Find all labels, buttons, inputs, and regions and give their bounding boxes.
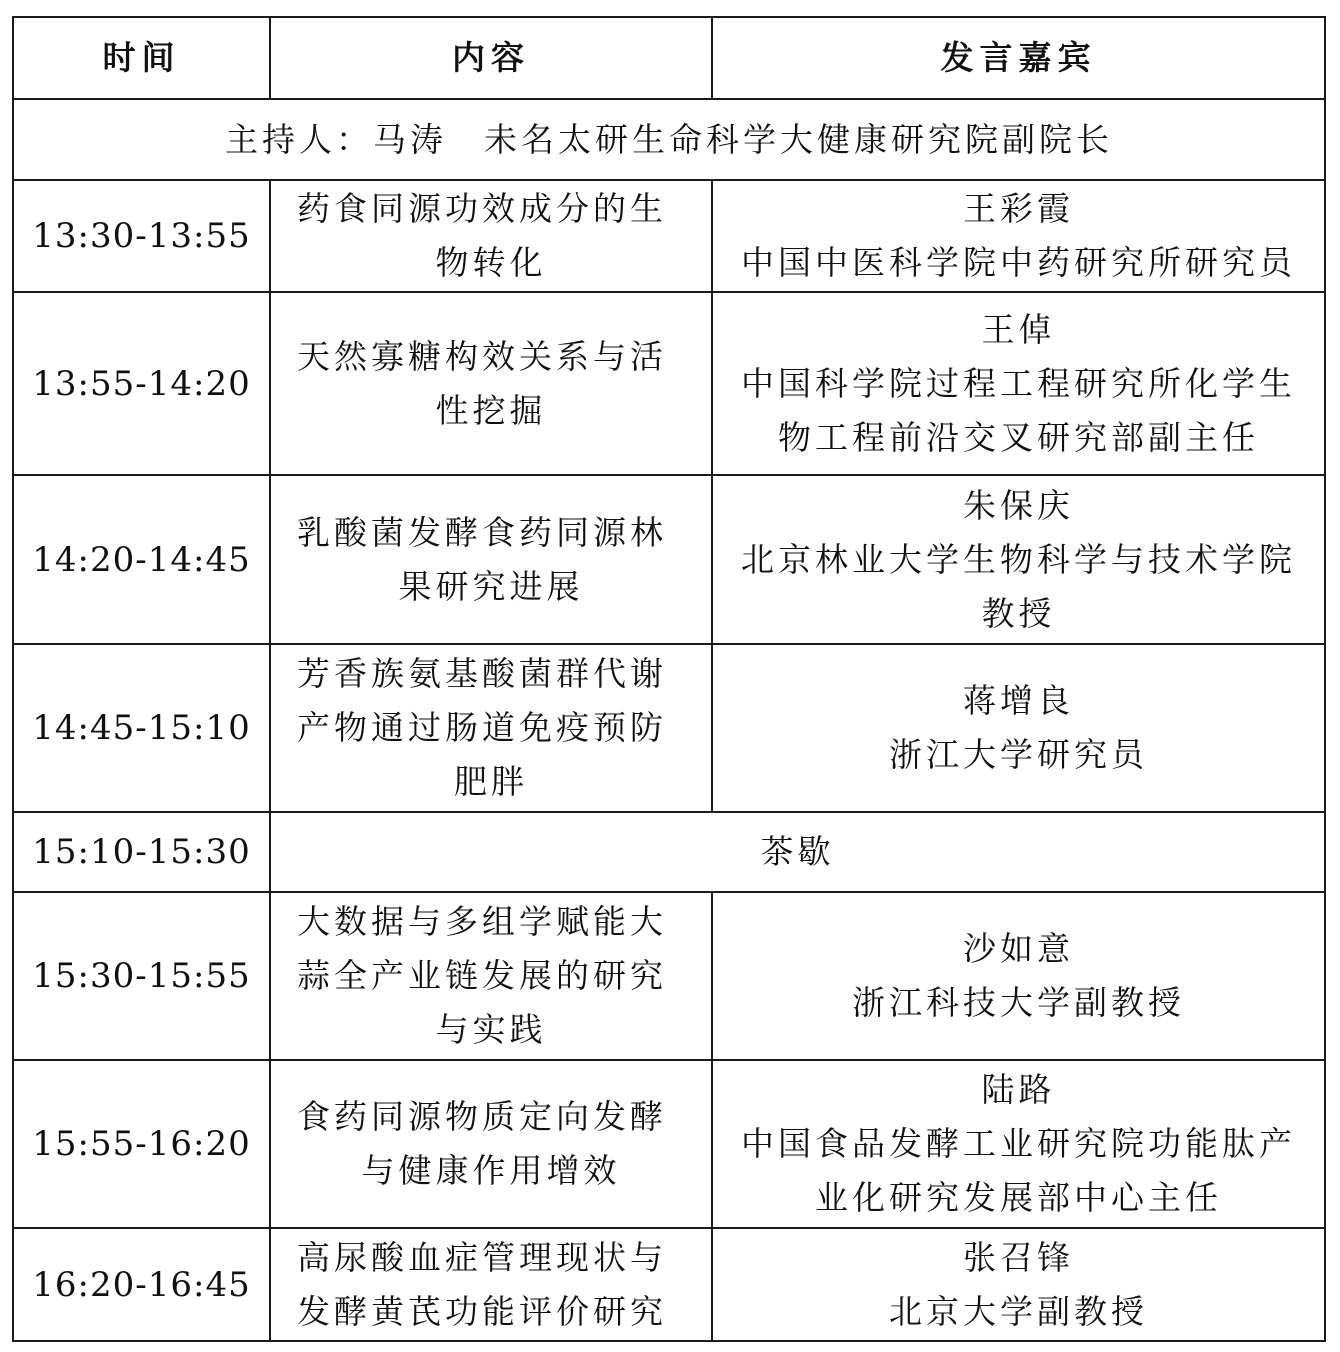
- content-line: 物转化: [435, 243, 547, 282]
- content-line: 天然寡糖构效关系与活: [297, 336, 667, 376]
- speaker-title: 业化研究发展部中心主任: [815, 1178, 1222, 1217]
- speaker-title: 北京大学副教授: [889, 1291, 1148, 1331]
- speaker-title: 教授: [981, 593, 1056, 633]
- table-row: [13, 180, 1325, 292]
- content-cell: [270, 644, 712, 812]
- speaker-cell: [712, 1060, 1325, 1228]
- speaker-title: 中国食品发酵工业研究院功能肽产: [741, 1124, 1296, 1163]
- content-line: 蒜全产业链发展的研究: [297, 956, 667, 995]
- content-cell: [270, 475, 712, 644]
- content-line: 发酵黄芪功能评价研究: [297, 1291, 667, 1331]
- content-line: 乳酸菌发酵食药同源林: [297, 512, 667, 552]
- content-cell: [270, 1060, 712, 1228]
- host-row: [13, 99, 1325, 180]
- agenda-table: [12, 16, 1326, 1342]
- time-cell: 15:30-15:55: [13, 892, 270, 1060]
- content-line: 食药同源物质定向发酵: [297, 1097, 667, 1136]
- host-info: 主持人：马涛 未名太研生命科学大健康研究院副院长: [13, 99, 1325, 180]
- speaker-title: 浙江科技大学副教授: [852, 983, 1185, 1022]
- speaker-cell: [712, 892, 1325, 1060]
- table-row: [13, 292, 1325, 475]
- header-time: 时间: [13, 17, 270, 99]
- content-line: 肥胖: [454, 762, 528, 801]
- content-line: 产物通过肠道免疫预防: [297, 708, 667, 747]
- speaker-cell: [712, 1228, 1325, 1341]
- time-cell: 16:20-16:45: [13, 1228, 270, 1341]
- time-cell: 14:45-15:10: [13, 644, 270, 812]
- table-row: [13, 1228, 1325, 1341]
- break-row: [13, 812, 1325, 892]
- content-cell: [270, 892, 712, 1060]
- speaker-name: 陆路: [981, 1070, 1056, 1109]
- speaker-name: 沙如意: [963, 929, 1074, 968]
- time-cell: 14:20-14:45: [13, 475, 270, 644]
- speaker-title: 北京林业大学生物科学与技术学院: [741, 539, 1296, 579]
- time-cell: 15:55-16:20: [13, 1060, 270, 1228]
- content-line: 性挖掘: [435, 390, 547, 430]
- speaker-name: 张召锋: [963, 1237, 1074, 1277]
- header-row: [13, 17, 1325, 99]
- content-line: 芳香族氨基酸菌群代谢: [297, 654, 667, 693]
- break-label: 茶歇: [270, 812, 1325, 892]
- table-row: [13, 1060, 1325, 1228]
- table-row: [13, 475, 1325, 644]
- content-line: 果研究进展: [398, 566, 584, 606]
- speaker-name: 蒋增良: [963, 681, 1074, 720]
- table-row: [13, 892, 1325, 1060]
- header-content: 内容: [270, 17, 712, 99]
- content-line: 与实践: [435, 1010, 547, 1049]
- content-line: 药食同源功效成分的生: [297, 189, 667, 228]
- speaker-name: 王倬: [981, 309, 1056, 349]
- content-line: 与健康作用增效: [361, 1151, 621, 1190]
- speaker-cell: [712, 644, 1325, 812]
- header-speaker: 发言嘉宾: [712, 17, 1325, 99]
- speaker-title: 物工程前沿交叉研究部副主任: [778, 417, 1259, 457]
- speaker-cell: [712, 292, 1325, 475]
- speaker-cell: [712, 180, 1325, 292]
- speaker-title: 浙江大学研究员: [889, 735, 1148, 774]
- speaker-cell: [712, 475, 1325, 644]
- content-line: 高尿酸血症管理现状与: [297, 1237, 667, 1277]
- speaker-title: 中国中医科学院中药研究所研究员: [741, 243, 1296, 282]
- content-cell: [270, 1228, 712, 1341]
- speaker-name: 王彩霞: [963, 189, 1074, 228]
- content-line: 大数据与多组学赋能大: [297, 902, 667, 941]
- speaker-name: 朱保庆: [963, 485, 1074, 525]
- time-cell: 13:30-13:55: [13, 180, 270, 292]
- speaker-title: 中国科学院过程工程研究所化学生: [741, 363, 1296, 403]
- time-cell: 15:10-15:30: [13, 812, 270, 892]
- table-row: [13, 644, 1325, 812]
- time-cell: 13:55-14:20: [13, 292, 270, 475]
- content-cell: [270, 292, 712, 475]
- content-cell: [270, 180, 712, 292]
